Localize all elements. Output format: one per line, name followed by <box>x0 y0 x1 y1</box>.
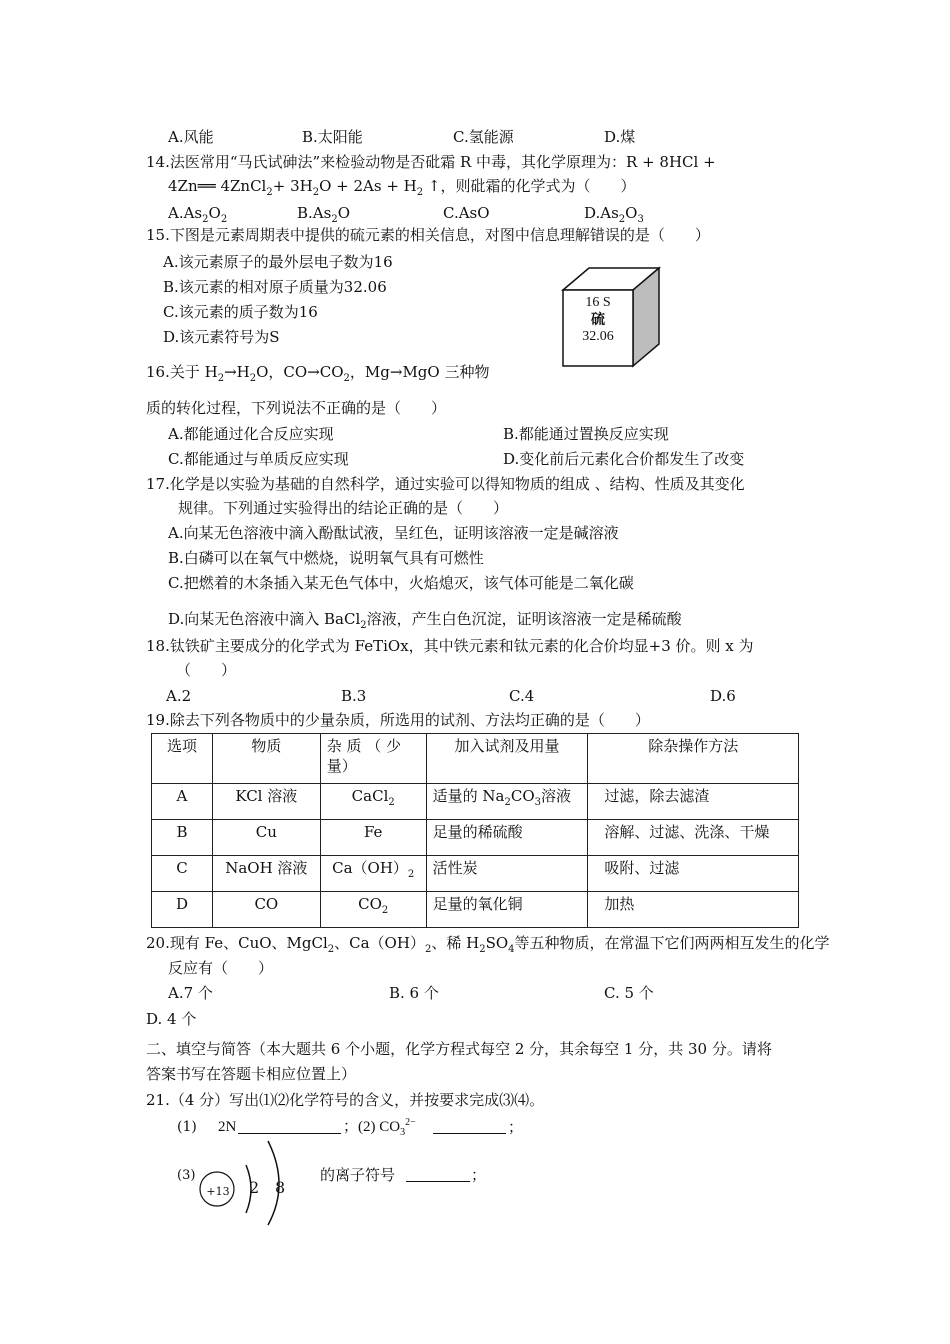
cell-method: 过滤，除去滤渣 <box>588 784 799 820</box>
q21-part1-label: (1) <box>177 1119 197 1135</box>
q16-option-a: A.都能通过化合反应实现 <box>168 425 334 443</box>
q18-option-b: B.3 <box>341 687 367 705</box>
sulfur-number-symbol: 16 S <box>585 295 611 310</box>
q20-option-c: C. 5 个 <box>604 984 654 1002</box>
q19-table <box>151 733 799 928</box>
q15-option-c: C.该元素的质子数为16 <box>163 303 318 321</box>
cell-substance: KCl 溶液 <box>212 784 320 820</box>
shell2-electron-count: 8 <box>275 1178 286 1197</box>
q21-part3-answer-blank[interactable] <box>406 1165 470 1187</box>
q15-option-a: A.该元素原子的最外层电子数为16 <box>163 253 393 271</box>
table-header-row <box>152 734 799 784</box>
q15-option-b: B.该元素的相对原子质量为32.06 <box>163 278 387 296</box>
cell-substance: NaOH 溶液 <box>212 856 320 892</box>
header-impurity: 杂 质 （ 少量） <box>320 734 426 784</box>
table-row <box>152 820 799 856</box>
q20-stem-line2: 反应有（ ） <box>168 959 274 977</box>
nucleus-charge: +13 <box>206 1185 230 1198</box>
cell-method: 加热 <box>588 892 799 928</box>
q21-part3-text: 的离子符号 <box>320 1166 396 1184</box>
q13-option-c: C.氢能源 <box>453 128 514 146</box>
header-method: 除杂操作方法 <box>588 734 799 784</box>
q20-option-d: D. 4 个 <box>146 1010 197 1028</box>
q17-option-b: B.白磷可以在氧气中燃烧，说明氧气具有可燃性 <box>168 549 484 567</box>
q21-part3-semicolon: ； <box>471 1166 487 1184</box>
cell-method: 吸附、过滤 <box>588 856 799 892</box>
q13-option-d: D.煤 <box>604 128 636 146</box>
header-substance: 物质 <box>212 734 320 784</box>
q16-stem: 16.关于 $H_2\to H_2O$，$CO\to CO_2$，Mg→MgO 三种物 <box>146 363 490 384</box>
q18-option-a: A.2 <box>166 687 192 705</box>
q17-stem-line2: 规律。下列通过实验得出的结论正确的是（ ） <box>178 499 509 517</box>
section2-heading: 二、填空与简答（本大题共 6 个小题，化学方程式每空 2 分，其余每空 1 分，共 30 分。请将 <box>146 1040 772 1058</box>
table-row <box>152 784 799 820</box>
q13-option-a: A.风能 <box>168 128 214 146</box>
cell-substance: Cu <box>212 820 320 856</box>
q14-stem: 14.法医常用“马氏试砷法”来检验动物是否砒霜 R 中毒，其化学原理为：R + 8HCl + <box>146 153 716 171</box>
q21-part3-label: (3) <box>177 1168 196 1183</box>
q21-stem: 21.（4 分）写出⑴⑵化学符号的含义，并按要求完成⑶⑷。 <box>146 1091 545 1109</box>
cell-reagent: 足量的氧化铜 <box>426 892 588 928</box>
header-option: 选项 <box>152 734 213 784</box>
cell-reagent: 足量的稀硫酸 <box>426 820 588 856</box>
q18-stem: 18.钛铁矿主要成分的化学式为 FeTiOx，其中铁元素和钛元素的化合价均显+3 价。则 x 为 <box>146 637 754 655</box>
header-reagent: 加入试剂及用量 <box>426 734 588 784</box>
q20-stem: 20.现有 Fe、CuO、MgCl$_2$、$Ca(OH)_2$、稀 $H_2SO_4$等五种物质，在常温下它们两两相互发生的化学 <box>146 934 830 955</box>
q13-option-b: B.太阳能 <box>302 128 363 146</box>
sulfur-name: 硫 <box>591 312 605 328</box>
cell-impurity: $Ca(OH)_2$ <box>320 856 426 892</box>
cell-reagent: 活性炭 <box>426 856 588 892</box>
table-row <box>152 892 799 928</box>
cell-impurity: Fe <box>320 820 426 856</box>
q17-option-c: C.把燃着的木条插入某无色气体中，火焰熄灭，该气体可能是二氧化碳 <box>168 574 634 592</box>
q21-part1-symbol: 2N <box>218 1119 237 1135</box>
q21-part2-answer-blank[interactable] <box>433 1117 506 1139</box>
q16-option-b: B.都能通过置换反应实现 <box>503 425 669 443</box>
q17-option-d: D.向某无色溶液中滴入 BaCl$_2$溶液，产生白色沉淀，证明该溶液一定是稀硫酸 <box>168 610 682 631</box>
q16-option-c: C.都能通过与单质反应实现 <box>168 450 349 468</box>
sulfur-mass: 32.06 <box>582 329 614 344</box>
q18-stem-line2: （ ） <box>176 661 237 679</box>
cell-option: C <box>152 856 213 892</box>
q18-option-c: C.4 <box>509 687 535 705</box>
q21-part2-label: ；(2) $CO_3^{2-}$ <box>343 1117 416 1138</box>
q14-option-c: C.AsO <box>443 204 490 222</box>
table-row <box>152 856 799 892</box>
cell-reagent: 适量的 $Na_2CO_3$溶液 <box>426 784 588 820</box>
q14-option-d: $D.As_2O_3$ <box>584 204 644 225</box>
cell-impurity: $CO_2$ <box>320 892 426 928</box>
cell-option: D <box>152 892 213 928</box>
q14-equation: 4Zn══ 4ZnCl$_2$+ $3H_2O + 2As + H_2$ ↑，则砒霜的化学式为（ ） <box>168 177 636 198</box>
cell-substance: CO <box>212 892 320 928</box>
cell-option: A <box>152 784 213 820</box>
q15-option-d: D.该元素符号为S <box>163 328 280 346</box>
section2-heading-line2: 答案书写在答题卡相应位置上） <box>146 1065 357 1083</box>
q20-option-b: B. 6 个 <box>389 984 439 1002</box>
q17-option-a: A.向某无色溶液中滴入酚酞试液，呈红色，证明该溶液一定是碱溶液 <box>168 524 619 542</box>
q16-stem-line2: 质的转化过程，下列说法不正确的是（ ） <box>146 399 447 417</box>
shell1-electron-count: 2 <box>249 1178 260 1197</box>
q17-stem: 17.化学是以实验为基础的自然科学，通过实验可以得知物质的组成 、结构、性质及其变化 <box>146 475 745 493</box>
cell-option: B <box>152 820 213 856</box>
q16-option-d: D.变化前后元素化合价都发生了改变 <box>503 450 745 468</box>
q21-part1-answer-blank[interactable] <box>238 1117 341 1139</box>
q15-stem: 15.下图是元素周期表中提供的硫元素的相关信息，对图中信息理解错误的是（ ） <box>146 226 710 244</box>
q14-option-b: $B.As_2O$ <box>297 204 351 225</box>
q18-option-d: D.6 <box>710 687 736 705</box>
q20-option-a: A.7 个 <box>168 984 213 1002</box>
q14-option-a: $A.As_2O_2$ <box>168 204 228 225</box>
cell-method: 溶解、过滤、洗涤、干燥 <box>588 820 799 856</box>
q21-part2-semicolon: ； <box>508 1118 524 1136</box>
q19-stem: 19.除去下列各物质中的少量杂质，所选用的试剂、方法均正确的是（ ） <box>146 711 650 729</box>
cell-impurity: CaCl$_2$ <box>320 784 426 820</box>
